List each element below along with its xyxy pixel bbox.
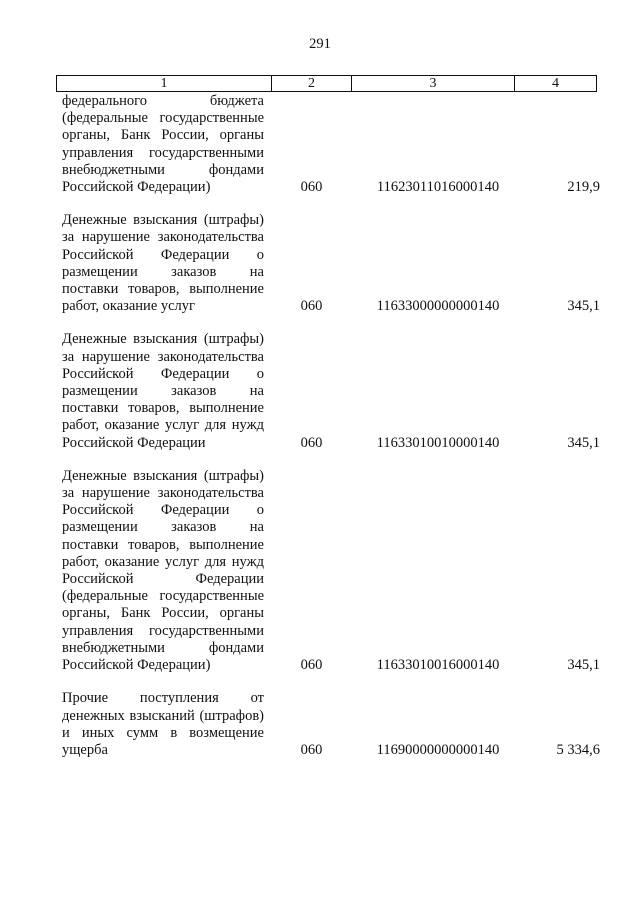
table-header bbox=[56, 75, 597, 92]
header-col-1: 1 bbox=[57, 76, 272, 91]
page-number: 291 bbox=[309, 36, 331, 52]
row-budget-code: 11623011016000140 bbox=[376, 179, 500, 196]
row-amount: 345,1 bbox=[567, 657, 600, 674]
row-name: Денежные взыскания (штрафы) за нарушение законодательства Российской Федерации о размещении заказов на поставки товаров, выполнение работ, оказание услуг bbox=[62, 212, 264, 315]
row-amount: 345,1 bbox=[567, 434, 600, 451]
row-admin-code: 060 bbox=[300, 298, 323, 315]
header-col-3: 3 bbox=[352, 76, 515, 91]
row-budget-code: 11690000000000140 bbox=[376, 741, 500, 758]
row-admin-code: 060 bbox=[300, 657, 323, 674]
row-name: федерального бюджета (федеральные государственные органы, Банк России, органы управления государственными внебюджетными фондами Российской Федерации) bbox=[62, 93, 264, 196]
row-amount: 5 334,6 bbox=[556, 741, 600, 758]
row-amount: 219,9 bbox=[567, 179, 600, 196]
table-row bbox=[62, 93, 600, 196]
row-admin-code: 060 bbox=[300, 741, 323, 758]
row-amount: 345,1 bbox=[567, 298, 600, 315]
row-name: Денежные взыскания (штрафы) за нарушение законодательства Российской Федерации о размещении заказов на поставки товаров, выполнение работ, оказание услуг для нужд Российской Федерации (федеральные государственные органы, Банк России, органы управления государственными внебюджетными фондами Российской Федерации) bbox=[62, 467, 264, 674]
table-body bbox=[62, 93, 600, 775]
row-admin-code: 060 bbox=[300, 179, 323, 196]
header-col-4: 4 bbox=[552, 76, 559, 91]
table-row bbox=[62, 331, 600, 451]
row-name: Прочие поступления от денежных взысканий (штрафов) и иных сумм в возмещение ущерба bbox=[62, 690, 264, 758]
table-row bbox=[62, 212, 600, 315]
row-name: Денежные взыскания (штрафы) за нарушение законодательства Российской Федерации о размещении заказов на поставки товаров, выполнение работ, оказание услуг для нужд Российской Федерации bbox=[62, 331, 264, 451]
header-col-2: 2 bbox=[272, 76, 352, 91]
table-row bbox=[62, 690, 600, 759]
row-budget-code: 11633010010000140 bbox=[376, 434, 500, 451]
row-budget-code: 11633000000000140 bbox=[376, 298, 500, 315]
table-row bbox=[62, 468, 600, 674]
row-budget-code: 11633010016000140 bbox=[376, 657, 500, 674]
row-admin-code: 060 bbox=[300, 434, 323, 451]
